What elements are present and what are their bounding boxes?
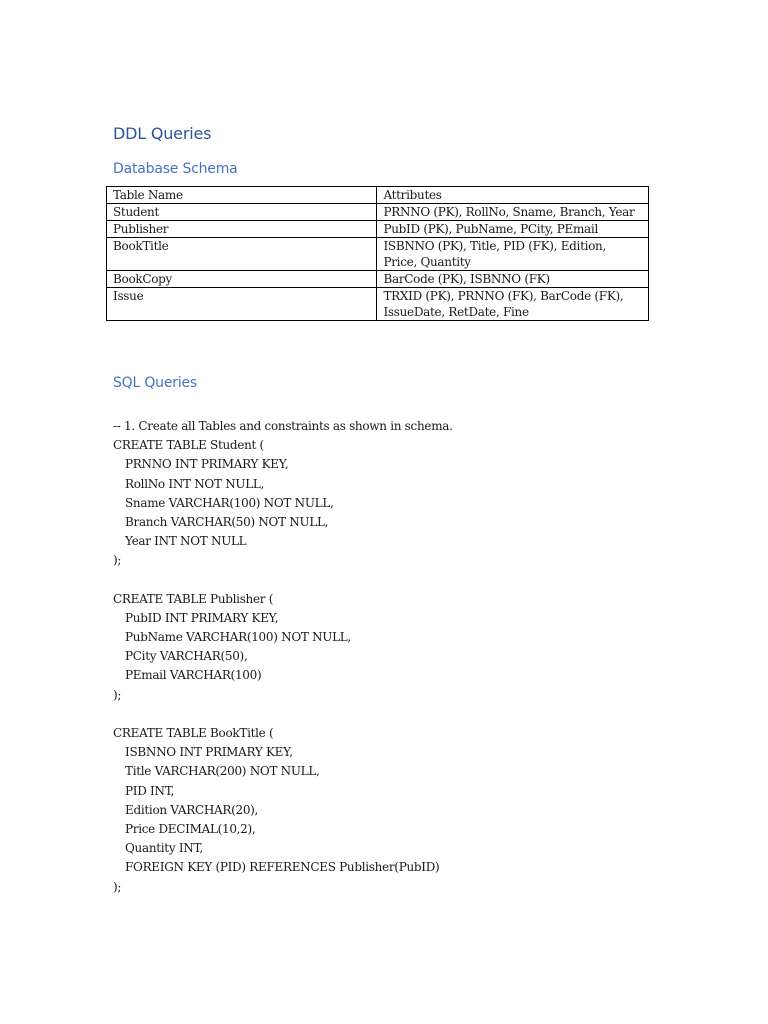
code-line: PCity VARCHAR(50), [125,649,248,664]
code-line: Branch VARCHAR(50) NOT NULL, [125,514,329,529]
code-line: PEmail VARCHAR(100) [125,668,262,683]
table-name-cell: BookTitle [107,238,377,271]
code-line: FOREIGN KEY (PID) REFERENCES Publisher(PubID) [125,860,440,875]
code-line: Sname VARCHAR(100) NOT NULL, [125,495,334,510]
table-name-cell: Student [107,204,377,221]
table-name-cell: BookCopy [107,271,377,288]
table-row [107,221,649,238]
code-line: ); [113,687,122,702]
table-header-cell: Table Name [107,187,377,204]
schema-table [106,186,649,321]
code-line: CREATE TABLE BookTitle ( [113,726,274,740]
sql-code-block [113,417,453,897]
code-line: Year INT NOT NULL [125,534,247,549]
table-header-cell: Attributes [377,187,649,204]
table-name-cell: Publisher [107,221,377,238]
code-line: PubName VARCHAR(100) NOT NULL, [125,630,351,645]
attributes-cell: BarCode (PK), ISBNNO (FK) [377,271,649,288]
code-line: CREATE TABLE Student ( [113,438,264,453]
code-line: ISBNNO INT PRIMARY KEY, [125,745,293,760]
code-blank-line [113,571,453,590]
code-line: PRNNO INT PRIMARY KEY, [125,457,289,472]
code-line: RollNo INT NOT NULL, [125,476,265,491]
code-comment-line: -- 1. Create all Tables and constraints as shown in schema. [113,419,453,433]
code-line: ); [113,553,122,568]
table-row [107,238,649,271]
code-line: Price DECIMAL(10,2), [125,821,256,836]
attributes-cell: PRNNO (PK), RollNo, Sname, Branch, Year [377,204,649,221]
table-name-cell: Issue [107,288,377,321]
table-row [107,271,649,288]
code-line: CREATE TABLE Publisher ( [113,591,274,606]
code-blank-line [113,705,453,724]
code-line: Quantity INT, [125,841,203,856]
code-line: PID INT, [125,783,175,798]
sql-queries-heading: SQL Queries [113,375,198,391]
attributes-cell: ISBNNO (PK), Title, PID (FK), Edition, Price, Quantity [377,238,649,271]
code-line: ); [113,879,122,894]
table-header-row [107,187,649,204]
table-row [107,204,649,221]
code-line: Title VARCHAR(200) NOT NULL, [125,764,320,779]
database-schema-heading: Database Schema [113,161,238,177]
code-line: PubID INT PRIMARY KEY, [125,610,279,625]
attributes-cell: TRXID (PK), PRNNO (FK), BarCode (FK), IssueDate, RetDate, Fine [377,288,649,321]
ddl-queries-heading: DDL Queries [113,124,212,143]
code-line: Edition VARCHAR(20), [125,802,259,817]
attributes-cell: PubID (PK), PubName, PCity, PEmail [377,221,649,238]
table-row [107,288,649,321]
